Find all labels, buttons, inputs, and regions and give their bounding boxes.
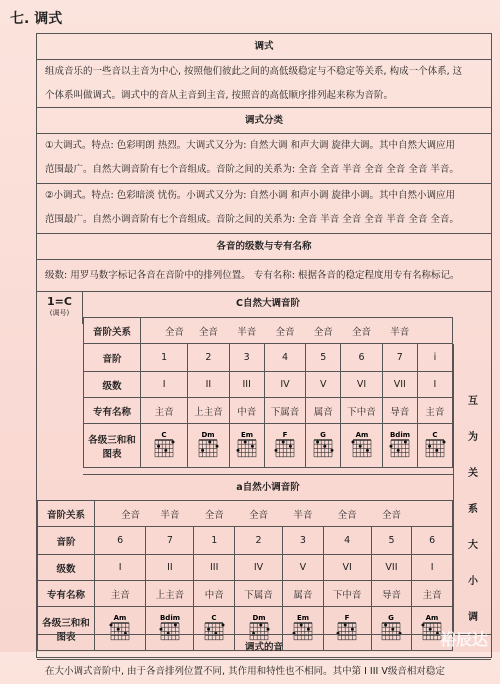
interval-cell: 全音 <box>161 318 188 344</box>
cell-scale: 4 <box>264 344 305 372</box>
interval-cell: 全音 <box>264 318 305 344</box>
mode-definition <box>37 60 491 108</box>
side-char: 关 <box>468 468 478 479</box>
a-minor-title: a自然小调音阶 <box>83 474 453 500</box>
cell-name: 属音 <box>283 581 324 607</box>
interval-cell: 半音 <box>229 318 264 344</box>
key-label: 1=C <box>47 295 72 308</box>
watermark: 裕辰达 <box>439 630 488 649</box>
chord-name: Bdim <box>159 614 180 622</box>
major-line2: 范围最广。自然大调音阶有七个音组成。音阶之间的关系为: 全音 全音 半音 全音 全音 全音 半音。 <box>45 164 459 175</box>
interval-cell: 全音 <box>188 318 229 344</box>
interval-cell: 全音 <box>341 318 382 344</box>
chord-diagram-bdim <box>388 430 412 458</box>
row-label-degree: 级数 <box>38 555 95 581</box>
c-major-title: C自然大调音阶 <box>236 298 300 309</box>
table-row <box>84 344 453 372</box>
table-row <box>84 372 453 398</box>
cell-scale: 4 <box>323 527 371 555</box>
cell-degree: III <box>194 555 235 581</box>
table-row <box>84 424 453 468</box>
spacer-cell <box>417 318 452 344</box>
cell-degree: II <box>146 555 194 581</box>
table-row <box>38 501 453 527</box>
cell-name: 中音 <box>194 581 235 607</box>
interval-cell: 全音 <box>371 501 412 527</box>
cell-name: 主音 <box>417 398 452 424</box>
side-char: 大 <box>468 540 478 551</box>
table-row <box>38 527 453 555</box>
table-row <box>84 398 453 424</box>
cell-scale: 6 <box>412 527 453 555</box>
chord-name: Dm <box>201 431 215 439</box>
heading-mode: 调式 <box>37 34 491 60</box>
cell-scale: 7 <box>146 527 194 555</box>
cell-degree: I <box>141 372 188 398</box>
cell-scale: i <box>417 344 452 372</box>
cell-chord <box>229 424 264 468</box>
chord-name: Dm <box>251 614 266 622</box>
cell-name: 属音 <box>306 398 341 424</box>
major-line1: ①大调式。特点: 色彩明朗 热烈。大调式又分为: 自然大调 和声大调 旋律大调。其中自然大调应用 <box>45 140 456 151</box>
spacer-cell <box>412 501 453 527</box>
side-char: 小 <box>468 576 478 587</box>
chord-name: C <box>211 614 217 622</box>
cell-chord <box>341 424 382 468</box>
side-char: 系 <box>468 504 478 515</box>
chord-name: C <box>432 431 438 439</box>
interval-cell: 半音 <box>146 501 194 527</box>
interval-cell: 全音 <box>306 318 341 344</box>
side-char: 为 <box>468 432 478 443</box>
cell-scale: 1 <box>194 527 235 555</box>
cell-chord <box>141 424 188 468</box>
cell-degree: I <box>412 555 453 581</box>
row-label-degree: 级数 <box>84 372 141 398</box>
cell-name: 上主音 <box>146 581 194 607</box>
cell-scale: 6 <box>95 527 146 555</box>
levels-text: 级数: 用罗马数字标记各音在音阶中的排列位置。 专有名称: 根据各音的稳定程度用专有名称标记。 <box>37 260 491 292</box>
cell-name: 下中音 <box>323 581 371 607</box>
cell-chord <box>188 424 229 468</box>
chord-diagram-f <box>273 430 297 458</box>
chord-diagram-em <box>235 430 259 458</box>
chord-diagram-dm <box>196 430 220 458</box>
cell-degree: V <box>306 372 341 398</box>
chord-name: C <box>161 431 167 439</box>
table-row <box>38 555 453 581</box>
chord-diagram-c <box>152 430 176 458</box>
interval-cell: 全音 <box>235 501 283 527</box>
cell-name: 下属音 <box>264 398 305 424</box>
minor-mode-text <box>37 184 491 234</box>
cell-scale: 3 <box>283 527 324 555</box>
interval-cell: 全音 <box>323 501 371 527</box>
cell-scale: 2 <box>235 527 283 555</box>
table-row <box>84 318 453 344</box>
spacer-cell <box>95 501 116 527</box>
cell-chord <box>417 424 452 468</box>
mode-definition-line2: 个体系叫做调式。调式中的音从主音到主音, 按照音的高低顺序排列起来称为音阶。 <box>45 90 394 101</box>
cell-name: 下属音 <box>235 581 283 607</box>
table-row <box>38 581 453 607</box>
chord-name: Em <box>296 614 309 622</box>
cell-degree: VI <box>341 372 382 398</box>
cell-name: 主音 <box>95 581 146 607</box>
chord-name: Em <box>240 431 253 439</box>
cell-scale: 5 <box>371 527 412 555</box>
row-label-interval: 音阶关系 <box>84 318 141 344</box>
row-label-interval: 音阶关系 <box>38 501 95 527</box>
chord-name: Am <box>355 431 368 439</box>
cell-scale: 3 <box>229 344 264 372</box>
cell-name: 上主音 <box>188 398 229 424</box>
key-sub-label: (调号) <box>49 309 70 317</box>
interval-cell: 全音 <box>194 501 235 527</box>
chord-name: Am <box>113 614 127 622</box>
minor-line2: 范围最广。自然小调音阶有七个音组成。音阶之间的关系为: 全音 半音 全音 全音 半音 全音 全音。 <box>45 214 459 225</box>
cell-name: 下中音 <box>341 398 382 424</box>
heading-degrees: 各音的级数与专有名称 <box>37 234 491 260</box>
key-signature <box>37 291 83 324</box>
side-note-column <box>453 344 491 634</box>
row-label-scale: 音阶 <box>84 344 141 372</box>
row-label-chord: 各级三和和图表 <box>84 424 141 468</box>
cell-degree: II <box>188 372 229 398</box>
cell-degree: V <box>283 555 324 581</box>
interval-cell: 半音 <box>283 501 324 527</box>
a-minor-table <box>37 500 453 651</box>
chord-name: F <box>344 614 350 622</box>
cell-scale: 6 <box>341 344 382 372</box>
chord-name: G <box>320 431 327 439</box>
cell-scale: 7 <box>382 344 417 372</box>
row-label-name: 专有名称 <box>38 581 95 607</box>
cell-chord <box>382 424 417 468</box>
cell-degree: I <box>95 555 146 581</box>
bottom-text: 在大小调式音阶中, 由于各音排列位置不同, 其作用和特性也不相同。其中第 I III V级音相对稳定 <box>45 666 445 677</box>
cell-name: 主音 <box>412 581 453 607</box>
heading-classification: 调式分类 <box>37 108 491 134</box>
section-title: 七. 调式 <box>10 11 63 27</box>
cell-chord <box>306 424 341 468</box>
interval-cell: 全音 <box>115 501 146 527</box>
chord-diagram-am <box>350 430 374 458</box>
chord-diagram-c <box>423 430 447 458</box>
cell-chord <box>264 424 305 468</box>
row-label-name: 专有名称 <box>84 398 141 424</box>
cell-degree: I <box>417 372 452 398</box>
chord-name: Am <box>425 614 439 622</box>
cell-scale: 2 <box>188 344 229 372</box>
cell-name: 中音 <box>229 398 264 424</box>
c-major-table <box>83 317 453 468</box>
mode-table <box>36 33 492 677</box>
row-label-chord: 各级三和和图表 <box>38 607 95 651</box>
mode-definition-line1: 组成音乐的一些音以主音为中心, 按照他们彼此之间的高低级稳定与不稳定等关系, 构成一个体系, 这 <box>45 66 463 77</box>
side-char: 调 <box>468 612 478 623</box>
cell-degree: IV <box>235 555 283 581</box>
minor-line1: ②小调式。特点: 色彩暗淡 忧伤。小调式又分为: 自然小调 和声小调 旋律小调。其中自然小调应用 <box>45 190 456 201</box>
chord-name: G <box>388 614 395 622</box>
chord-diagram-g <box>311 430 335 458</box>
chord-name: Bdim <box>389 431 410 439</box>
interval-cell: 半音 <box>382 318 417 344</box>
cell-name: 导音 <box>382 398 417 424</box>
cell-name: 主音 <box>141 398 188 424</box>
cell-degree: III <box>229 372 264 398</box>
cell-degree: VII <box>382 372 417 398</box>
major-mode-text <box>37 134 491 184</box>
side-char: 互 <box>468 396 478 407</box>
cell-degree: VII <box>371 555 412 581</box>
spacer-cell <box>141 318 162 344</box>
cell-scale: 5 <box>306 344 341 372</box>
cell-degree: VI <box>323 555 371 581</box>
row-label-scale: 音阶 <box>38 527 95 555</box>
cell-degree: IV <box>264 372 305 398</box>
cell-name: 导音 <box>371 581 412 607</box>
heading-mode-notes: 调式的音 <box>37 634 491 660</box>
chord-name: F <box>282 431 288 439</box>
cell-scale: 1 <box>141 344 188 372</box>
